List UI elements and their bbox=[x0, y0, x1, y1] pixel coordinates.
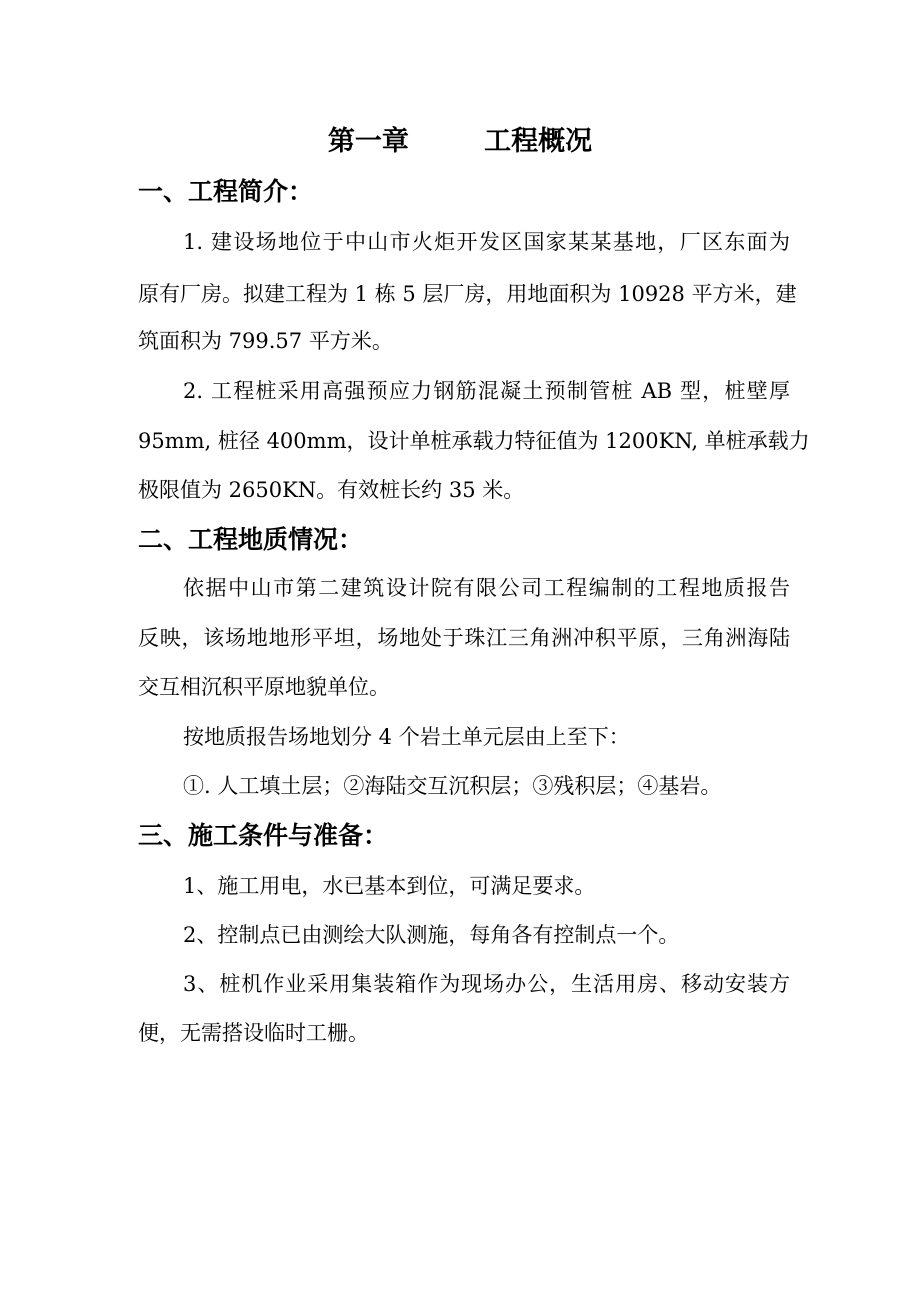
paragraph-line: 95mm, 桩径 400mm，设计单桩承载力特征值为 1200KN, 单桩承载力 bbox=[138, 429, 810, 453]
chapter-title: 第一章 工程概况 bbox=[327, 126, 593, 157]
section-heading-geology: 二、工程地质情况： bbox=[138, 525, 364, 554]
paragraph-line: 筑面积为 799.57 平方米。 bbox=[138, 329, 393, 353]
paragraph-line: 1. 建设场地位于中山市火炬开发区国家某某基地，厂区东面为 bbox=[183, 230, 790, 254]
paragraph-line: 反映，该场地地形平坦，场地处于珠江三角洲冲积平原，三角洲海陆 bbox=[138, 626, 790, 650]
paragraph-line: 极限值为 2650KN。有效桩长约 35 米。 bbox=[138, 478, 525, 502]
paragraph-line: 2、控制点已由测绘大队测施，每角各有控制点一个。 bbox=[183, 923, 680, 947]
paragraph-line: 3、桩机作业采用集装箱作为现场办公，生活用房、移动安装方 bbox=[183, 972, 790, 996]
paragraph-line: ①. 人工填土层；②海陆交互沉积层；③残积层；④基岩。 bbox=[183, 774, 722, 798]
paragraph-line: 按地质报告场地划分 4 个岩土单元层由上至下： bbox=[183, 725, 630, 749]
paragraph-line: 交互相沉积平原地貌单位。 bbox=[138, 675, 390, 699]
paragraph-line: 依据中山市第二建筑设计院有限公司工程编制的工程地质报告 bbox=[183, 576, 790, 600]
paragraph-line: 便，无需搭设临时工栅。 bbox=[138, 1021, 369, 1045]
paragraph-line: 2. 工程桩采用高强预应力钢筋混凝土预制管桩 AB 型，桩壁厚 bbox=[183, 379, 790, 403]
paragraph-line: 1、施工用电，水已基本到位，可满足要求。 bbox=[183, 874, 596, 898]
section-heading-conditions: 三、施工条件与准备： bbox=[138, 821, 389, 850]
paragraph-line: 原有厂房。拟建工程为 1 栋 5 层厂房，用地面积为 10928 平方米，建 bbox=[138, 282, 797, 306]
section-heading-overview: 一、工程简介： bbox=[138, 177, 314, 206]
